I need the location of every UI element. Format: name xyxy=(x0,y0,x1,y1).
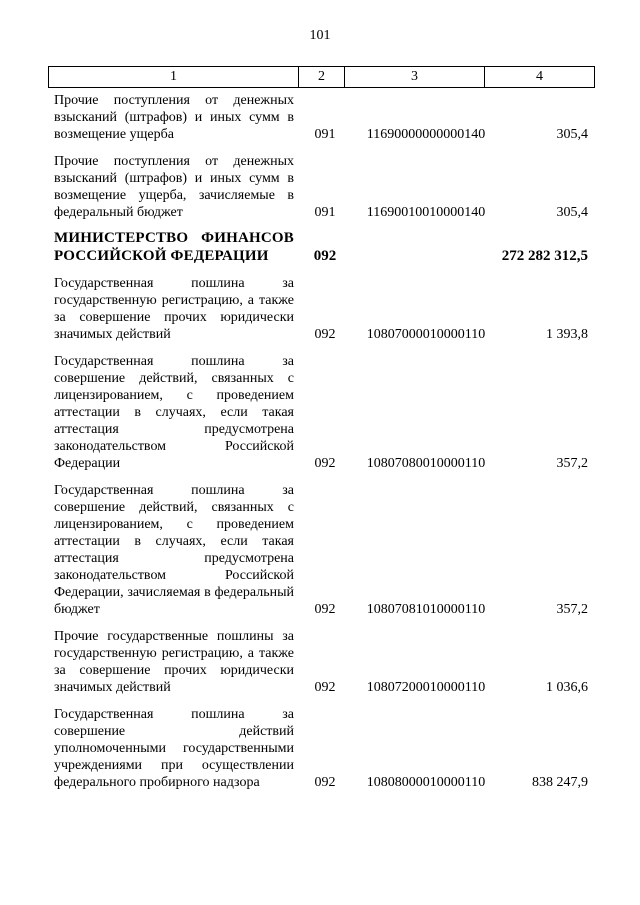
row-amount: 305,4 xyxy=(556,205,588,220)
row-amount: 1 036,6 xyxy=(546,680,588,695)
table-row xyxy=(54,706,594,791)
row-amount: 272 282 312,5 xyxy=(501,248,588,264)
row-description: МИНИСТЕРСТВО ФИНАНСОВ РОССИЙСКОЙ ФЕДЕРАЦИИ xyxy=(54,230,294,264)
row-description: Государственная пошлина за совершение действий, связанных с лицензированием, с проведением аттестации в случаях, если такая аттестация предусмотрена законодательством Российской Федерации, зачисляемая в федеральный бюджет xyxy=(54,483,294,617)
column-header-3: 3 xyxy=(345,67,485,88)
table-row xyxy=(54,482,594,618)
row-amount: 357,2 xyxy=(556,456,588,471)
column-header-2: 2 xyxy=(299,67,345,88)
row-budget-code: 11690010010000140 xyxy=(366,205,486,220)
row-budget-code: 10807000010000110 xyxy=(366,327,486,342)
row-description: Прочие поступления от денежных взысканий (штрафов) и иных сумм в возмещение ущерба xyxy=(54,93,294,142)
row-admin-code: 092 xyxy=(314,602,336,617)
row-admin-code: 091 xyxy=(314,127,336,142)
row-budget-code: 10807081010000110 xyxy=(366,602,486,617)
row-budget-code: 10807080010000110 xyxy=(366,456,486,471)
row-admin-code: 092 xyxy=(314,456,336,471)
row-admin-code: 092 xyxy=(313,248,337,264)
row-amount: 838 247,9 xyxy=(532,775,588,790)
row-budget-code: 11690000000000140 xyxy=(366,127,486,142)
row-description: Государственная пошлина за государственную регистрацию, а также за совершение прочих юридически значимых действий xyxy=(54,276,294,342)
table-row xyxy=(54,353,594,472)
table-row-ministry xyxy=(54,229,594,265)
row-description: Прочие государственные пошлины за государственную регистрацию, а также за совершение прочих юридически значимых действий xyxy=(54,629,294,695)
page-number: 101 xyxy=(309,28,331,43)
row-amount: 357,2 xyxy=(556,602,588,617)
column-header-4: 4 xyxy=(485,67,595,88)
column-header-1: 1 xyxy=(49,67,299,88)
row-budget-code: 10808000010000110 xyxy=(366,775,486,790)
table-row xyxy=(54,628,594,696)
row-admin-code: 092 xyxy=(314,775,336,790)
table-body xyxy=(54,92,594,804)
row-amount: 1 393,8 xyxy=(546,327,588,342)
row-admin-code: 092 xyxy=(314,680,336,695)
row-admin-code: 091 xyxy=(314,205,336,220)
table-row xyxy=(54,153,594,221)
row-admin-code: 092 xyxy=(314,327,336,342)
column-header-table xyxy=(48,66,595,88)
row-description: Государственная пошлина за совершение действий, связанных с лицензированием, с проведением аттестации в случаях, если такая аттестация предусмотрена законодательством Российской Федерации xyxy=(54,354,294,471)
row-description: Прочие поступления от денежных взысканий (штрафов) и иных сумм в возмещение ущерба, зачисляемые в федеральный бюджет xyxy=(54,154,294,220)
table-row xyxy=(54,275,594,343)
row-amount: 305,4 xyxy=(556,127,588,142)
table-row xyxy=(54,92,594,143)
column-header-row xyxy=(49,67,595,88)
row-description: Государственная пошлина за совершение действий уполномоченными государственными учреждениями при осуществлении федерального пробирного надзора xyxy=(54,707,294,790)
row-budget-code: 10807200010000110 xyxy=(366,680,486,695)
